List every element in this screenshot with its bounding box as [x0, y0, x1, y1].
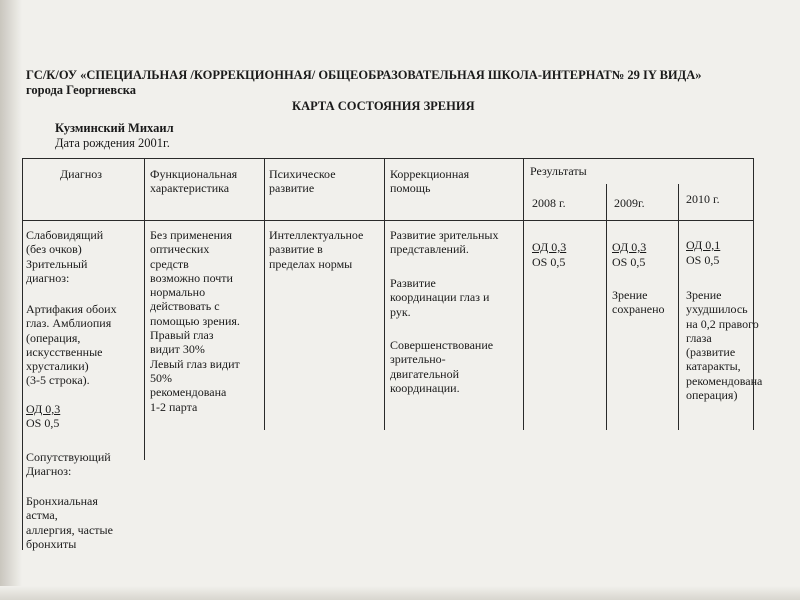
col-divider-4 [523, 158, 524, 430]
birth-date: Дата рождения 2001г. [55, 136, 170, 150]
header-results: Результаты [530, 164, 587, 178]
header-year-2009: 2009г. [614, 196, 645, 210]
correction-visual: Развитие зрительных представлений. [390, 228, 499, 257]
result-2008-od: ОД 0,3 [532, 240, 567, 254]
concomitant-label: Сопутствующий Диагноз: [26, 450, 111, 479]
header-mental: Психическое развитие [269, 167, 336, 195]
mental-development: Интеллектуальное развитие в пределах нормы [269, 228, 364, 271]
col-divider-3 [384, 158, 385, 430]
table-header-divider [22, 220, 754, 221]
concomitant-diagnosis: Бронхиальная астма, аллергия, частые бронхиты [26, 494, 113, 551]
result-2010-os: OS 0,5 [686, 253, 720, 267]
page-shadow-left [0, 0, 22, 600]
col-divider-1 [144, 158, 145, 460]
header-diagnosis: Диагноз [60, 167, 103, 181]
organization-city: города Георгиевска [26, 83, 137, 97]
result-2009-od: ОД 0,3 [612, 240, 647, 254]
student-name: Кузминский Михаил [55, 121, 174, 135]
result-2008-os: OS 0,5 [532, 255, 566, 269]
diagnosis-os: OS 0,5 [26, 416, 60, 430]
page-shadow-bottom [0, 586, 800, 600]
functional-characteristic: Без применения оптических средств возможно почти нормально действовать с помощью зрения. Правый глаз видит 30% Левый глаз видит 50% рекомендована 1-2 парта [150, 228, 240, 414]
diagnosis-main: Слабовидящий (без очков) Зрительный диагноз: [26, 228, 104, 285]
header-year-2010: 2010 г. [686, 192, 720, 206]
result-2009-note: Зрение сохранено [612, 288, 665, 317]
correction-motor: Совершенствование зрительно- двигательной координации. [390, 338, 494, 395]
table-border-left [22, 158, 23, 550]
diagnosis-details: Артифакия обоих глаз. Амблиопия (операция, искусственные хрусталики) (3-5 строка). [26, 302, 117, 388]
header-year-2008: 2008 г. [532, 196, 566, 210]
table-border-top [22, 158, 754, 159]
col-divider-5 [606, 184, 607, 430]
result-2010-note: Зрение ухудшилось на 0,2 правого глаза (развитие катаракты, рекомендована операция) [686, 288, 763, 403]
header-functional: Функциональная характеристика [150, 167, 238, 195]
diagnosis-od: ОД 0,3 [26, 402, 61, 416]
correction-coordination: Развитие координации глаз и рук. [390, 276, 490, 319]
result-2010-od: ОД 0,1 [686, 238, 721, 252]
document-title: КАРТА СОСТОЯНИЯ ЗРЕНИЯ [292, 99, 475, 113]
col-divider-2 [264, 158, 265, 430]
col-divider-6 [678, 184, 679, 430]
header-correction: Коррекционная помощь [390, 167, 470, 195]
result-2009-os: OS 0,5 [612, 255, 646, 269]
organization-title: ГС/К/ОУ «СПЕЦИАЛЬНАЯ /КОРРЕКЦИОННАЯ/ ОБЩЕОБРАЗОВАТЕЛЬНАЯ ШКОЛА-ИНТЕРНАТ№ 29 IY ВИДА» [26, 68, 702, 82]
